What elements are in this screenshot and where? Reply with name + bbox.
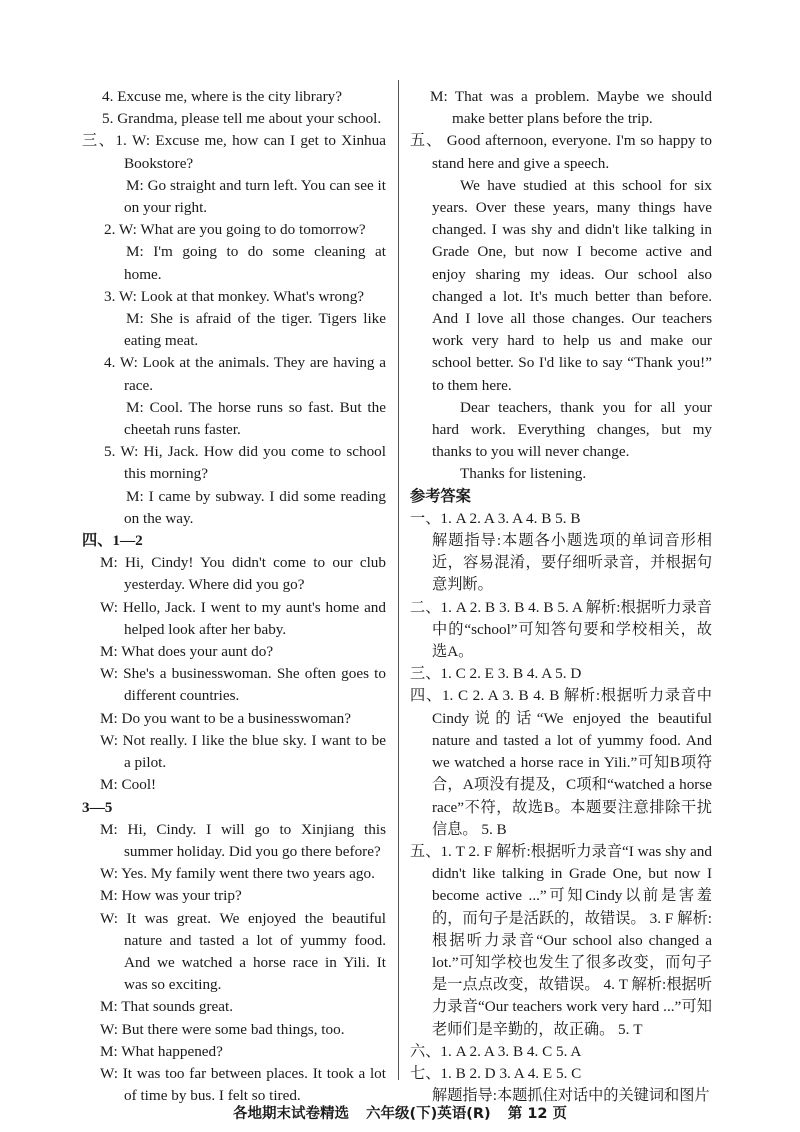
left-paragraph: W: Hello, Jack. I went to my aunt's home and helped look after her baby. — [100, 598, 386, 638]
right-paragraph: 解题指导:本题抓住对话中的关键词和图片 — [432, 1087, 710, 1105]
right-paragraph: 四、1. C 2. A 3. B 4. B 解析:根据听力录音中Cindy说的话“We enjoyed the beautiful nature and tasted a lot of yummy food. And we watched a horse race in Yili.”可知B项符合，A项没有提及，C项和“watched a horse race”不符，故选B。本题要注意排除干扰信息。 5. B — [410, 687, 712, 838]
right-paragraph: 参考答案 — [410, 487, 471, 505]
footer-book-title: 各地期末试卷精选 — [232, 1106, 349, 1122]
right-paragraph: 五、 Good afternoon, everyone. I'm so happy to stand here and give a speech. — [410, 132, 712, 172]
right-paragraph: We have studied at this school for six years. Over these years, many things have changed. I was shy and didn't like talking in Grade One, but now I become active and enjoy sharing my ideas. Our school also changed a lot. It's much better than before. And I love all those changes. Our teachers work very hard to help us and make our school better. So I'd like to say “Thank you!” to them here. — [432, 176, 712, 394]
left-paragraph: M: Cool. The horse runs so fast. But the cheetah runs faster. — [124, 398, 386, 439]
left-paragraph: M: How was your trip? — [100, 887, 242, 905]
left-paragraph: M: I came by subway. I did some reading on the way. — [124, 487, 386, 527]
right-column — [410, 86, 712, 1107]
left-paragraph: M: Hi, Cindy. I will go to Xinjiang this summer holiday. Did you go there before? — [100, 820, 386, 860]
left-paragraph: M: Do you want to be a businesswoman? — [100, 709, 351, 727]
left-paragraph: M: I'm going to do some cleaning at home. — [124, 243, 386, 283]
left-paragraph: 5. Grandma, please tell me about your school. — [102, 110, 382, 128]
right-paragraph: Dear teachers, thank you for all your hard work. Everything changes, but my thanks to you will never change. — [432, 398, 712, 461]
right-paragraph: Thanks for listening. — [460, 465, 587, 483]
left-paragraph: W: Yes. My family went there two years ago. — [100, 865, 375, 883]
left-paragraph: 4. W: Look at the animals. They are having a race. — [104, 354, 386, 394]
left-paragraph: M: Cool! — [100, 776, 157, 794]
right-paragraph: 七、1. B 2. D 3. A 4. E 5. C — [410, 1064, 582, 1082]
left-paragraph: M: Go straight and turn left. You can see it on your right. — [124, 176, 386, 217]
right-paragraph: 一、1. A 2. A 3. A 4. B 5. B — [410, 509, 581, 527]
left-column — [82, 86, 386, 1107]
left-paragraph: 3—5 — [82, 798, 113, 816]
left-paragraph: W: Not really. I like the blue sky. I want to be a pilot. — [100, 731, 386, 772]
left-paragraph: M: She is afraid of the tiger. Tigers like eating meat. — [124, 310, 386, 350]
left-paragraph: W: She's a businesswoman. She often goes to different countries. — [100, 665, 386, 705]
right-paragraph: 六、1. A 2. A 3. B 4. C 5. A — [410, 1042, 582, 1060]
left-paragraph: M: What does your aunt do? — [100, 643, 274, 661]
right-paragraph: 二、1. A 2. B 3. B 4. B 5. A 解析:根据听力录音中的“school”可知答句要和学校相关，故选A。 — [410, 598, 712, 661]
right-paragraph: 三、1. C 2. E 3. B 4. A 5. D — [410, 665, 582, 683]
right-paragraph: 解题指导:本题各小题选项的单词音形相近，容易混淆，要仔细听录音，并根据句意判断。 — [432, 532, 712, 594]
left-paragraph: W: It was too far between places. It took a lot of time by bus. I felt so tired. — [100, 1064, 386, 1105]
left-paragraph: 四、1—2 — [82, 532, 143, 550]
right-paragraph: M: That was a problem. Maybe we should make better plans before the trip. — [430, 88, 712, 128]
left-paragraph: 三、1. W: Excuse me, how can I get to Xinhua Bookstore? — [82, 132, 386, 172]
left-paragraph: M: Hi, Cindy! You didn't come to our club yesterday. Where did you go? — [100, 554, 386, 594]
left-paragraph: 5. W: Hi, Jack. How did you come to school this morning? — [104, 443, 386, 483]
left-paragraph: M: That sounds great. — [100, 998, 234, 1016]
footer-grade-subject: 六年级(下)英语(R) — [366, 1106, 491, 1122]
left-paragraph: 3. W: Look at that monkey. What's wrong? — [104, 287, 365, 305]
column-divider — [398, 80, 399, 1080]
page-footer — [0, 1102, 800, 1123]
left-paragraph: W: It was great. We enjoyed the beautiful nature and tasted a lot of yummy food. And we watched a horse race in Yili. It was so exciting. — [100, 909, 386, 994]
left-paragraph: 2. W: What are you going to do tomorrow? — [104, 221, 366, 239]
right-paragraph: 五、1. T 2. F 解析:根据听力录音“I was shy and didn't like talking in Grade One, but now I become active ...”可知Cindy以前是害羞的，而句子是活跃的，故错误。 3. F 解析:根据听力录音“Our school also changed a lot.”可知学校也发生了很多改变，而句子是一点点改变，故错误。 4. T 解析:根据听力录音“Our teachers work very hard ...”可知老师们是辛勤的，故正确。 5. T — [410, 842, 712, 1038]
footer-page-number: 第 12 页 — [507, 1106, 568, 1122]
left-paragraph: M: What happened? — [100, 1042, 223, 1060]
left-paragraph: 4. Excuse me, where is the city library? — [102, 88, 342, 105]
left-paragraph: W: But there were some bad things, too. — [100, 1020, 345, 1038]
